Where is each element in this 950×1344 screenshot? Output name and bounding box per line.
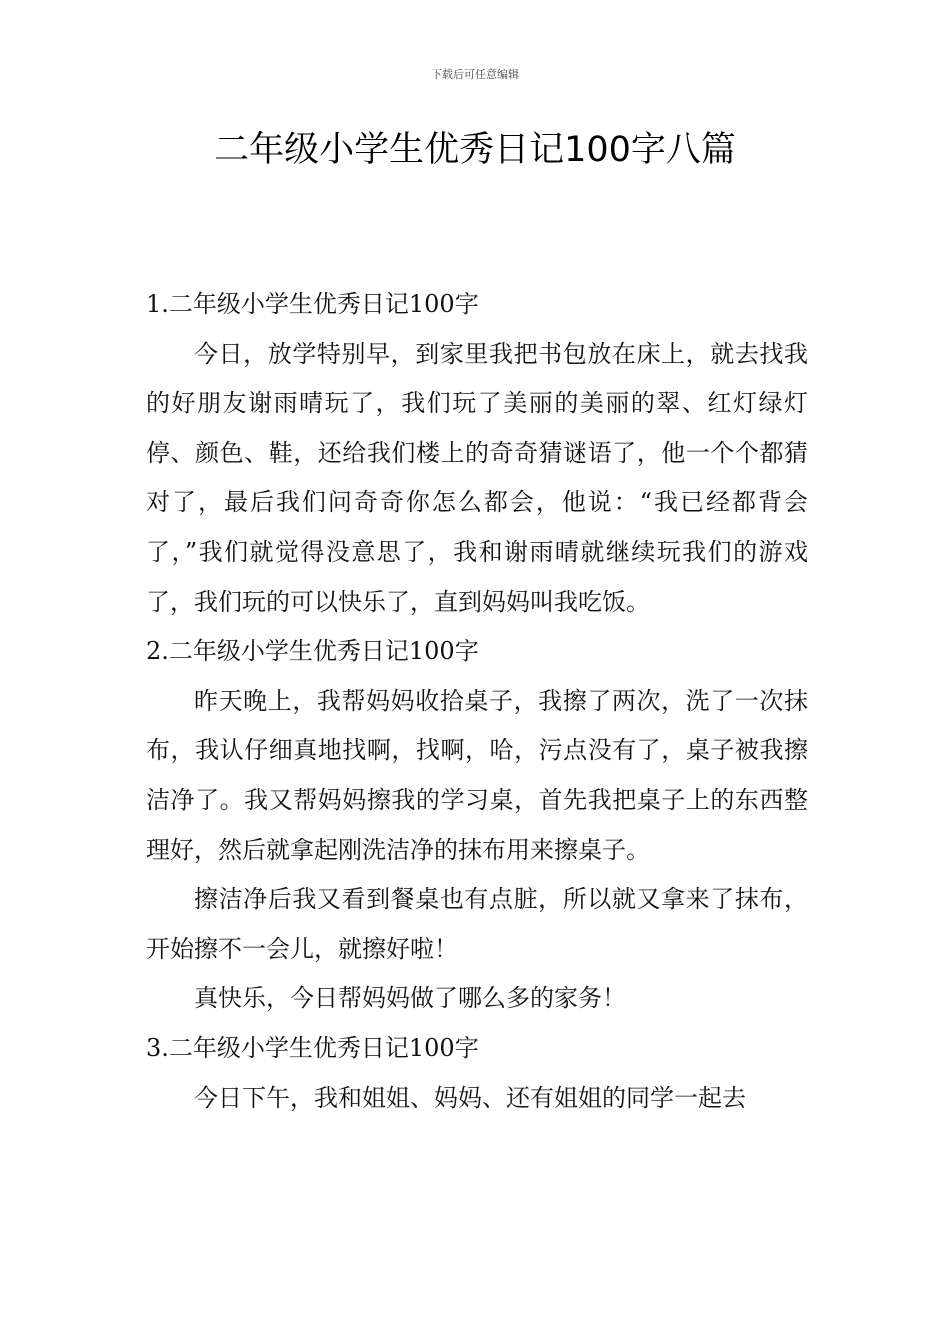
paragraph: 真快乐，今日帮妈妈做了哪么多的家务！ — [194, 984, 626, 1013]
diary-section-1 — [146, 280, 808, 627]
section-heading: 2.二年级小学生优秀日记100字 — [146, 637, 479, 666]
paragraph: 擦洁净后我又看到餐桌也有点脏，所以就又拿来了抹布，开始擦不一会儿，就擦好啦！ — [146, 885, 808, 963]
section-heading: 3.二年级小学生优秀日记100字 — [146, 1033, 479, 1062]
page-header-note: 下载后可任意编辑 — [431, 68, 519, 81]
document-title: 二年级小学生优秀日记100字八篇 — [214, 130, 736, 170]
paragraph: 昨天晚上，我帮妈妈收拾桌子，我擦了两次，洗了一次抹布，我认仔细真地找啊，找啊，哈，污点没有了，桌子被我擦洁净了。我又帮妈妈擦我的学习桌，首先我把桌子上的东西整理好，然后就拿起刚洗洁净的抹布用来擦桌子。 — [146, 686, 808, 864]
section-heading: 1.二年级小学生优秀日记100字 — [146, 290, 479, 318]
paragraph: 今日下午，我和姐姐、妈妈、还有姐姐的同学一起去 — [194, 1083, 746, 1112]
document-body — [146, 280, 808, 1123]
diary-section-3 — [146, 1024, 808, 1123]
paragraph: 今日，放学特别早，到家里我把书包放在床上，就去找我的好朋友谢雨晴玩了，我们玩了美丽的美丽的翠、红灯绿灯停、颜色、鞋，还给我们楼上的奇奇猜谜语了，他一个个都猜对了，最后我们问奇奇你怎么都会，他说：“我已经都背会了，”我们就觉得没意思了，我和谢雨晴就继续玩我们的游戏了，我们玩的可以快乐了，直到妈妈叫我吃饭。 — [146, 339, 808, 616]
diary-section-2 — [146, 627, 808, 1024]
